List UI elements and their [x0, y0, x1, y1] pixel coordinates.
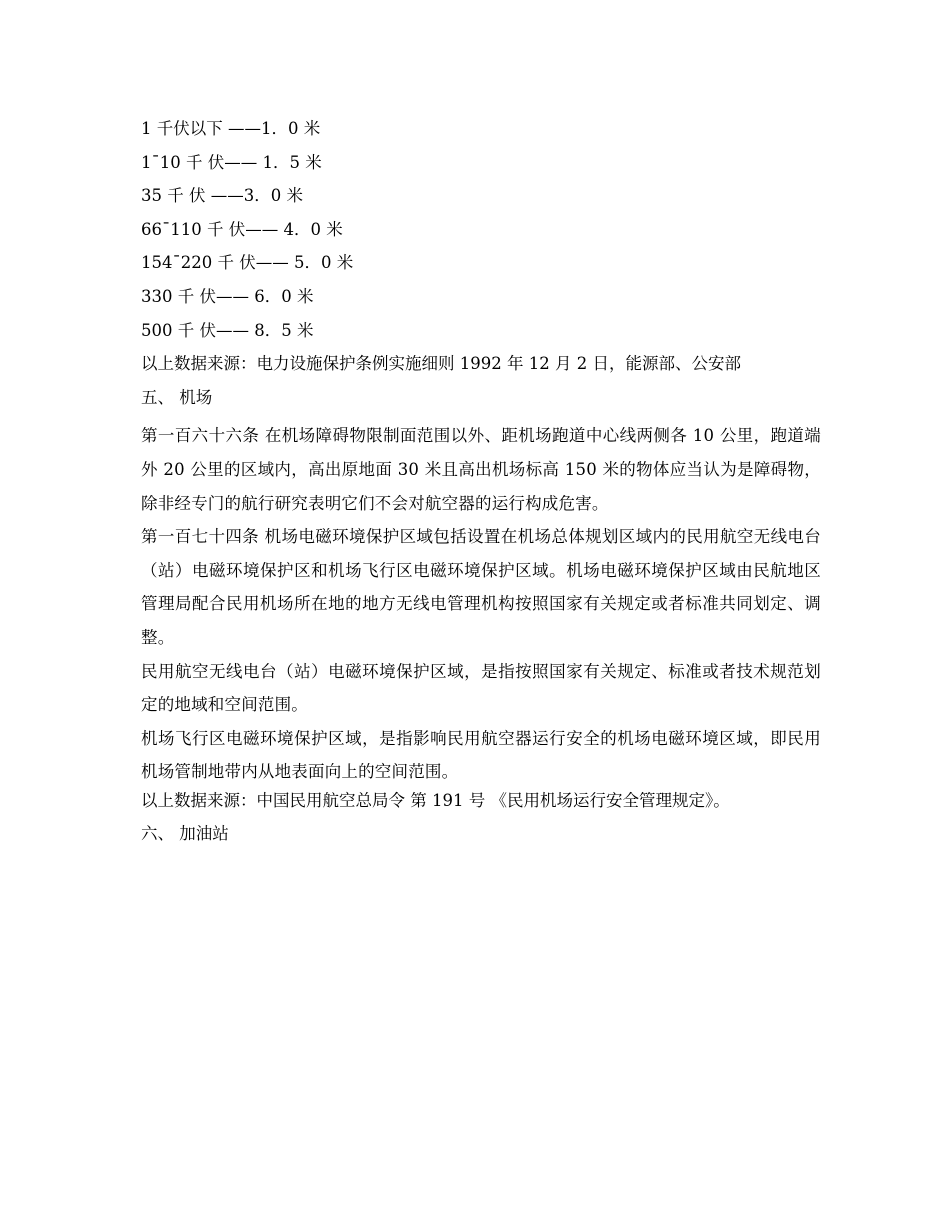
voltage-line-6: 330 千 伏—— 6．0 米	[141, 286, 314, 306]
voltage-line-3: 35 千 伏 ——3．0 米	[141, 186, 303, 206]
article-166-paragraph: 第一百六十六条 在机场障碍物限制面范围以外、距机场跑道中心线两侧各 10 公里，跑道端外 20 公里的区域内，高出原地面 30 米且高出机场标高 150 米的物体应当认为是障碍物，除非经专门的航行研究表明它们不会对航空器的运行构成危害。	[141, 426, 821, 513]
source-note-2: 以上数据来源：中国民用航空总局令 第 191 号 《民用机场运行安全管理规定》。	[141, 790, 730, 810]
document-page	[141, 117, 821, 856]
voltage-line-1: 1 千伏以下 ——1．0 米	[141, 119, 321, 138]
source-note-1: 以上数据来源：电力设施保护条例实施细则 1992 年 12 月 2 日，能源部、公安部	[141, 354, 741, 374]
article-174-paragraph: 第一百七十四条 机场电磁环境保护区域包括设置在机场总体规划区域内的民用航空无线电台（站）电磁环境保护区和机场飞行区电磁环境保护区域。机场电磁环境保护区域由民航地区管理局配合民用机场所在地的地方无线电管理机构按照国家有关规定或者标准共同划定、调整。	[141, 527, 821, 647]
radio-station-paragraph: 民用航空无线电台（站）电磁环境保护区域，是指按照国家有关规定、标准或者技术规范划定的地域和空间范围。	[141, 661, 821, 715]
voltage-line-5: 154¯220 千 伏—— 5．0 米	[141, 253, 354, 273]
voltage-line-2: 1¯10 千 伏—— 1．5 米	[141, 152, 322, 172]
voltage-line-7: 500 千 伏—— 8．5 米	[141, 320, 314, 340]
section-heading-5: 五、 机场	[141, 387, 213, 407]
voltage-line-4: 66¯110 千 伏—— 4．0 米	[141, 219, 343, 239]
flight-area-paragraph: 机场飞行区电磁环境保护区域，是指影响民用航空器运行安全的机场电磁环境区域，即民用机场管制地带内从地表面向上的空间范围。	[141, 728, 821, 782]
section-heading-6: 六、 加油站	[141, 824, 229, 844]
